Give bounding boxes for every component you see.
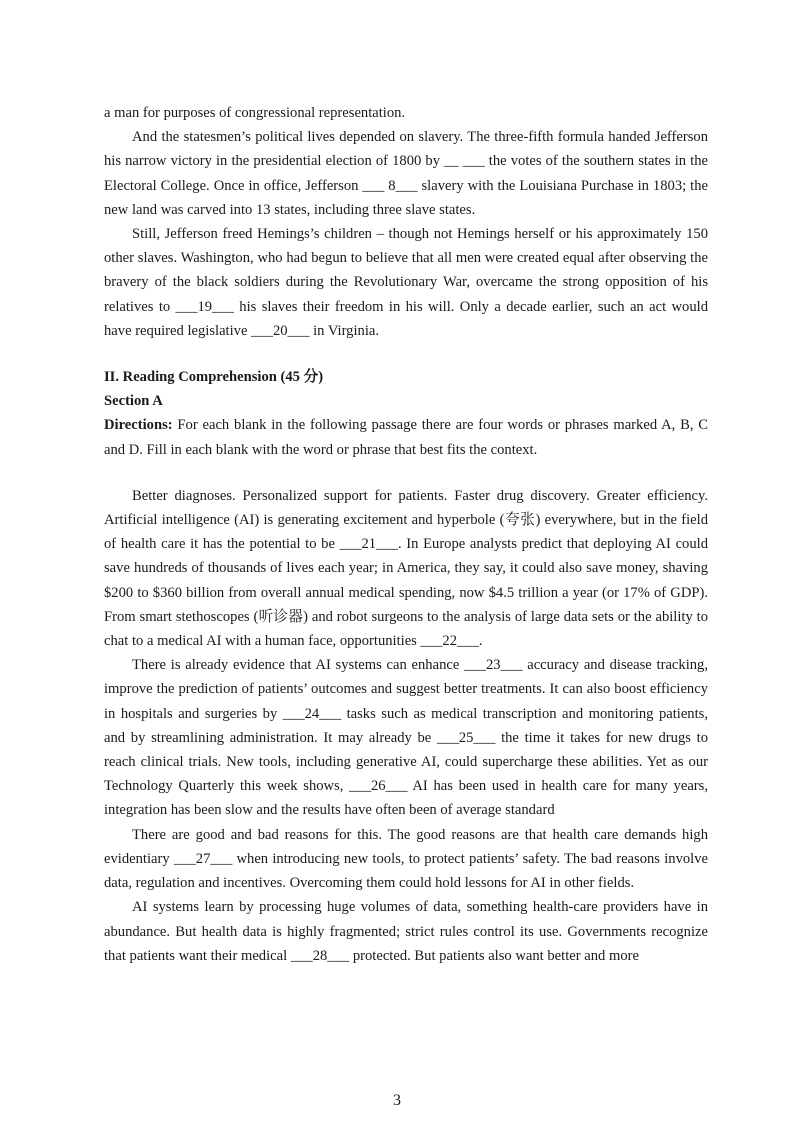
spacer <box>104 343 708 365</box>
paragraph-jefferson-washington: Still, Jefferson freed Hemings’s children – though not Hemings herself or his approximately 150 other slaves. Washington, who had begun to believe that all men were created equal after observing the bravery of the black soldiers during the Revolutionary War, overcame the strong opposition of his relatives to ___19___ his slaves their freedom in his will. Only a decade earlier, such an act would have required legislative ___20___ in Virginia. <box>104 226 708 339</box>
page-content <box>104 101 708 968</box>
directions-label: Directions: <box>104 417 173 434</box>
directions <box>104 413 708 461</box>
section-heading: II. Reading Comprehension (45 分) <box>104 369 324 386</box>
paragraph-slavery-politics: And the statesmen’s political lives depended on slavery. The three-fifth formula handed Jefferson his narrow victory in the presidential election of 1800 by __ ___ the votes of the southern states in the Electoral College. Once in office, Jefferson ___ 8___ slavery with the Louisiana Purchase in 1803; the new land was carved into 13 states, including three slave states. <box>104 129 708 218</box>
passage-paragraph-3: There are good and bad reasons for this. The good reasons are that health care demands high evidentiary ___27___ when introducing new tools, to protect patients’ safety. The bad reasons involve data, regulation and incentives. Overcoming them could hold lessons for AI in other fields. <box>104 826 708 892</box>
directions-text: For each blank in the following passage there are four words or phrases marked A, B, C and D. Fill in each blank with the word or phrase that best fits the context. <box>104 417 708 458</box>
passage-paragraph-1: Better diagnoses. Personalized support for patients. Faster drug discovery. Greater efficiency. Artificial intelligence (AI) is generating excitement and hyperbole (夸张) everywhere, but in the field of health care it has the potential to be ___21___. In Europe analysts predict that deploying AI could save hundreds of thousands of lives each year; in America, they say, it could also save money, shaving $200 to $360 billion from overall annual medical spending, now $4.5 trillion a year (or 17% of GDP). From smart stethoscopes (听诊器) and robot surgeons to the analysis of large data sets or the ability to chat to a medical AI with a human face, opportunities ___22___. <box>104 487 708 650</box>
section-a-heading: Section A <box>104 393 163 410</box>
passage-paragraph-2: There is already evidence that AI systems can enhance ___23___ accuracy and disease tracking, improve the prediction of patients’ outcomes and suggest better treatments. It can also boost efficiency in hospitals and surgeries by ___24___ tasks such as medical transcription and monitoring patients, and by streamlining administration. It may already be ___25___ the time it takes for new drugs to reach clinical trials. New tools, including generative AI, could supercharge these abilities. Yet as our Technology Quarterly this week shows, ___26___ AI has been used in health care for many years, integration has been slow and the results have often been of average standard <box>104 657 708 819</box>
page-number: 3 <box>393 1092 401 1109</box>
paragraph-continuation: a man for purposes of congressional representation. <box>104 105 406 121</box>
passage-paragraph-4: AI systems learn by processing huge volumes of data, something health-care providers have in abundance. But health data is highly fragmented; strict rules control its use. Governments recognize that patients want their medical ___28___ protected. But patients also want better and more <box>104 899 708 964</box>
spacer <box>104 462 708 484</box>
